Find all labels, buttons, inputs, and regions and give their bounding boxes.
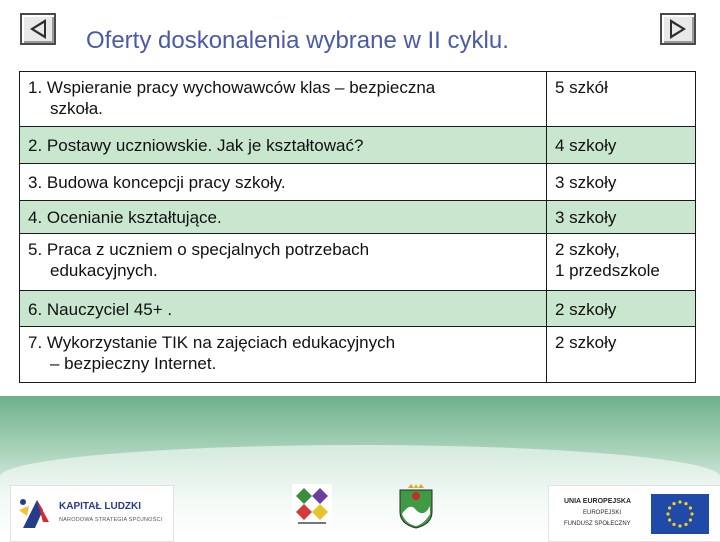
table-row <box>20 127 696 164</box>
next-slide-button[interactable] <box>660 13 696 45</box>
prev-arrow-icon <box>22 15 54 43</box>
eu-line3: FUNDUSZ SPOŁECZNY <box>564 521 631 527</box>
count-text-cont: 1 przedszkole <box>555 261 660 280</box>
offer-text: 5. Praca z uczniem o specjalnych potrzebach <box>28 240 370 259</box>
table-row <box>20 291 696 327</box>
school-network-logo <box>290 484 334 531</box>
count-cell <box>547 291 696 327</box>
table-row <box>20 327 696 383</box>
kapital-ludzki-logo <box>10 485 174 542</box>
prev-slide-button[interactable] <box>20 13 56 45</box>
count-cell <box>547 234 696 291</box>
count-cell <box>547 201 696 234</box>
offer-text-cont: szkoła. <box>50 99 103 118</box>
offer-text: 6. Nauczyciel 45+ . <box>28 299 173 319</box>
municipality-coat-of-arms <box>396 484 436 535</box>
eu-line2: EUROPEJSKI <box>583 510 622 516</box>
eu-logo <box>548 485 720 542</box>
offer-cell <box>20 201 547 234</box>
offer-cell <box>20 72 547 127</box>
count-text: 2 szkoły, <box>555 240 620 259</box>
offer-text: 7. Wykorzystanie TIK na zajęciach edukacyjnych <box>28 333 396 352</box>
eu-line1: UNIA EUROPEJSKA <box>564 498 632 505</box>
count-cell <box>547 327 696 383</box>
offer-text-cont: – bezpieczny Internet. <box>50 354 217 373</box>
kapital-ludzki-title: KAPITAŁ LUDZKI <box>59 501 142 512</box>
next-arrow-icon <box>662 15 694 43</box>
offer-text: 4. Ocenianie kształtujące. <box>28 208 222 227</box>
count-cell <box>547 127 696 164</box>
count-text: 3 szkoły <box>555 208 617 227</box>
count-text: 2 szkoły <box>555 333 617 352</box>
count-text: 2 szkoły <box>555 299 617 319</box>
kapital-ludzki-mark-icon <box>17 492 55 534</box>
count-text: 5 szkół <box>555 78 608 97</box>
offer-cell <box>20 234 547 291</box>
offer-cell <box>20 164 547 201</box>
offers-table <box>19 71 696 383</box>
table-row <box>20 234 696 291</box>
offer-text: 3. Budowa koncepcji pracy szkoły. <box>28 173 286 192</box>
table-row <box>20 201 696 234</box>
offer-cell <box>20 327 547 383</box>
eu-flag-icon <box>651 494 709 534</box>
offer-cell <box>20 127 547 164</box>
kapital-ludzki-subtitle: NARODOWA STRATEGIA SPÓJNOŚCI <box>59 517 163 523</box>
count-text: 3 szkoły <box>555 173 617 192</box>
offer-text-cont: edukacyjnych. <box>50 261 158 280</box>
count-text: 4 szkoły <box>555 136 617 155</box>
page-title: Oferty doskonalenia wybrane w II cyklu. <box>86 27 509 54</box>
count-cell <box>547 164 696 201</box>
offer-cell <box>20 291 547 327</box>
colored-diamonds-icon <box>290 484 334 526</box>
offer-text: 1. Wspieranie pracy wychowawców klas – bezpieczna <box>28 78 436 97</box>
coat-of-arms-icon <box>396 484 436 530</box>
offer-text: 2. Postawy uczniowskie. Jak je kształtować? <box>28 136 364 155</box>
count-cell <box>547 72 696 127</box>
table-row <box>20 72 696 127</box>
table-row <box>20 164 696 201</box>
